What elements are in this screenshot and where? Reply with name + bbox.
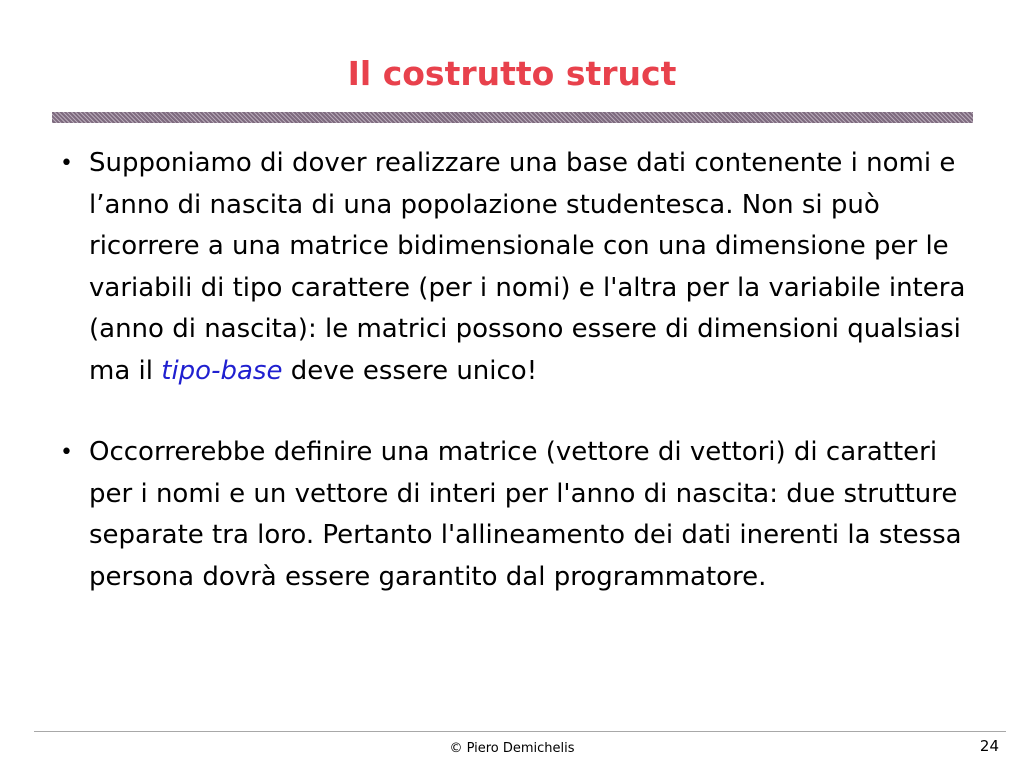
bullet-text: Occorrerebbe definire una matrice (vettore di vettori) di caratteri per i nomi e un vettore di interi per l'anno di nascita: due strutture separate tra loro. Pertanto l'allineamento dei dati inerenti la stessa persona dovrà essere garantito dal programmatore.	[89, 437, 962, 592]
bullet-dot-icon: •	[60, 440, 73, 465]
slide-body	[60, 143, 980, 598]
bullet-text-part: Supponiamo di dover realizzare una base dati contenente i nomi e l’anno di nascita di una popolazione studentesca. Non si può ricorrere a una matrice bidimensionale con una dimensione per le variabili di tipo carattere (per i nomi) e l'altra per la variabile intera (anno di nascita): le matrici possono essere di dimensioni qualsiasi ma il	[89, 148, 966, 386]
footer-copyright: © Piero Demichelis	[449, 741, 575, 756]
bullet-text-part: deve essere unico!	[282, 355, 538, 386]
footer-divider	[34, 731, 1006, 732]
slide-title: Il costrutto struct	[347, 54, 677, 93]
emphasized-term: tipo-base	[161, 355, 283, 386]
bullet-item-2	[60, 432, 980, 598]
bullet-dot-icon: •	[60, 151, 73, 176]
bullet-item-1	[60, 143, 980, 392]
page-number: 24	[979, 737, 999, 755]
title-divider	[52, 112, 973, 123]
